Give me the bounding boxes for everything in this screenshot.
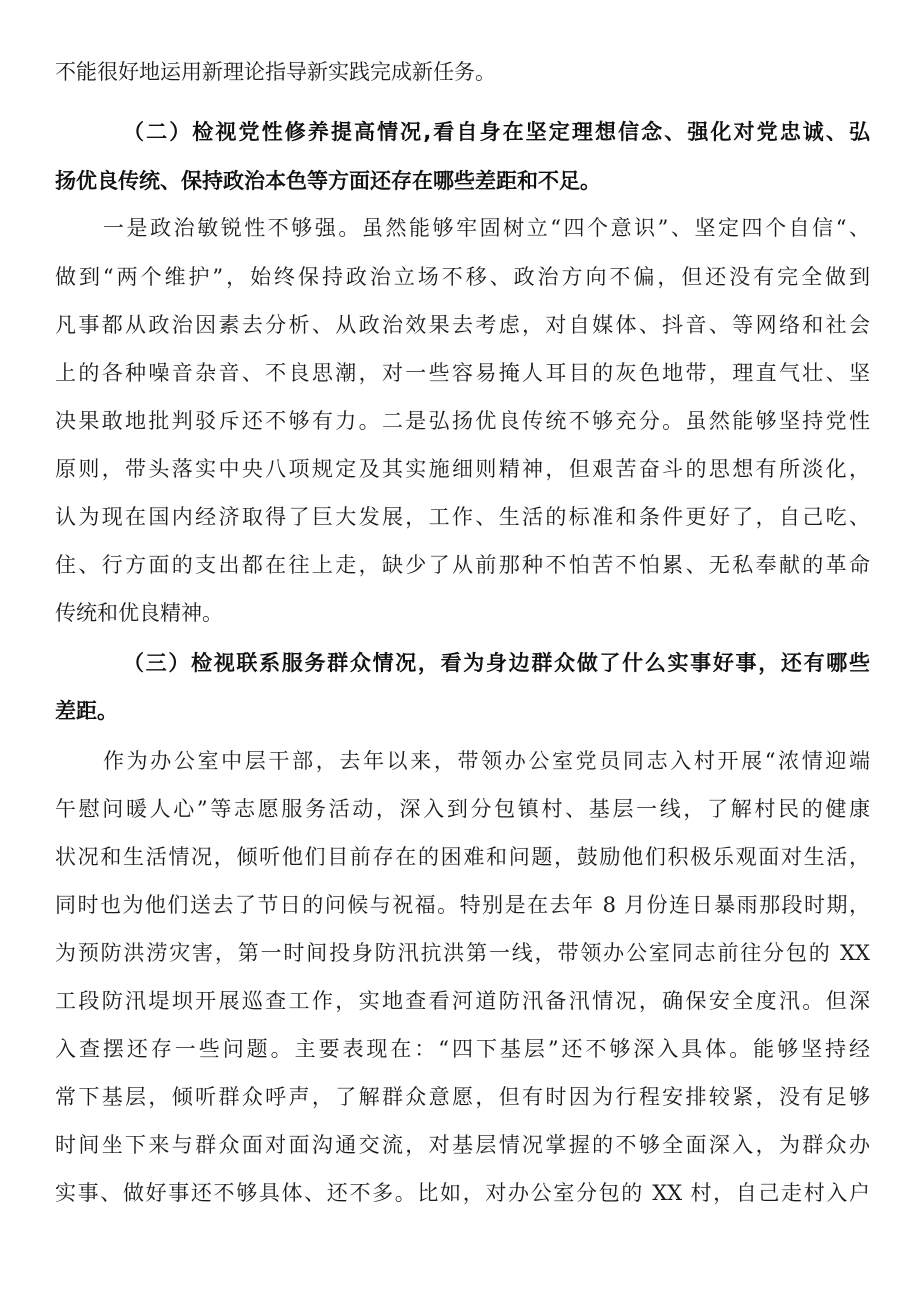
text-line: 午慰问暖人心”等志愿服务活动，深入到分包镇村、基层一线，了解村民的健康 [55,797,870,821]
text-line: 实事、做好事还不够具体、还不多。比如，对办公室分包的 XX 村，自己走村入户 [55,1181,870,1205]
text-line: 上的各种噪音杂音、不良思潮，对一些容易掩人耳目的灰色地带，理直气壮、坚 [55,361,870,385]
section-heading-line: 扬优良传统、保持政治本色等方面还存在哪些差距和不足。 [55,169,601,193]
text-line: 原则，带头落实中央八项规定及其实施细则精神，但艰苦奋斗的思想有所淡化， [55,457,870,481]
section-heading-line: （二）检视党性修养提高情况,看自身在坚定理想信念、强化对党忠诚、弘 [123,120,870,144]
section-heading-line: （三）检视联系服务群众情况，看为身边群众做了什么实事好事，还有哪些 [123,651,870,675]
text-line: 入查摆还存一些问题。主要表现在：“四下基层”还不够深入具体。能够坚持经 [55,1037,870,1061]
text-line: 状况和生活情况，倾听他们目前存在的困难和问题，鼓励他们积极乐观面对生活， [55,845,870,869]
section-heading-line: 差距。 [55,699,118,723]
text-line: 作为办公室中层干部，去年以来，带领办公室党员同志入村开展“浓情迎端 [103,749,870,773]
text-line: 同时也为他们送去了节日的问候与祝福。特别是在去年 8 月份连日暴雨那段时期， [55,893,870,917]
text-line: 传统和优良精神。 [55,601,223,625]
text-line: 时间坐下来与群众面对面沟通交流，对基层情况掌握的不够全面深入，为群众办 [55,1133,870,1157]
text-line: 认为现在国内经济取得了巨大发展，工作、生活的标准和条件更好了，自己吃、 [55,505,870,529]
text-line: 不能很好地运用新理论指导新实践完成新任务。 [55,60,496,84]
text-line: 住、行方面的支出都在往上走，缺少了从前那种不怕苦不怕累、无私奉献的革命 [55,553,870,577]
text-line: 一是政治敏锐性不够强。虽然能够牢固树立“四个意识”、坚定四个自信“、 [103,216,870,240]
text-line: 常下基层，倾听群众呼声，了解群众意愿，但有时因为行程安排较紧，没有足够 [55,1085,870,1109]
text-line: 为预防洪涝灾害，第一时间投身防汛抗洪第一线，带领办公室同志前往分包的 XX [55,941,870,965]
text-line: 决果敢地批判驳斥还不够有力。二是弘扬优良传统不够充分。虽然能够坚持党性 [55,409,870,433]
text-line: 凡事都从政治因素去分析、从政治效果去考虑，对自媒体、抖音、等网络和社会 [55,313,870,337]
text-line: 工段防汛堤坝开展巡查工作，实地查看河道防汛备汛情况，确保安全度汛。但深 [55,989,870,1013]
text-line: 做到“两个维护”，始终保持政治立场不移、政治方向不偏，但还没有完全做到 [55,265,870,289]
